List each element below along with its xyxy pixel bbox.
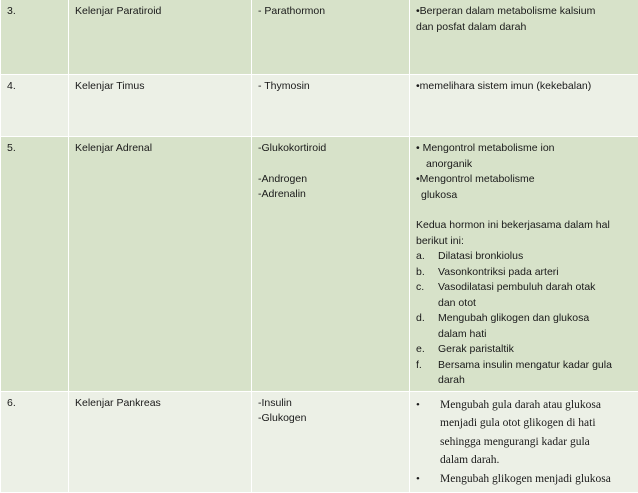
list-text: Vasodilatasi pembuluh darah otak: [438, 280, 632, 296]
list-marker: e.: [416, 342, 438, 358]
list-text: Gerak paristaltik: [438, 342, 632, 358]
function-cell: [410, 391, 638, 492]
bullet-icon: •: [416, 396, 440, 470]
list-text: Bersama insulin mengatur kadar gula: [438, 358, 632, 374]
list-item: [416, 342, 632, 358]
table-row-4: [1, 75, 638, 137]
list-text: dalam hati: [438, 327, 632, 343]
table-row-6: [1, 391, 638, 492]
row-number: 4.: [1, 75, 69, 137]
list-text: darah: [438, 373, 632, 389]
row-number: 6.: [1, 391, 69, 492]
list-marker: d.: [416, 311, 438, 342]
list-item: [416, 249, 632, 265]
list-text: Dilatasi bronkiolus: [438, 249, 632, 265]
gland-name: Kelenjar Pankreas: [69, 391, 252, 492]
bullet-item: [416, 396, 632, 470]
list-marker: a.: [416, 249, 438, 265]
row-number: 3.: [1, 0, 69, 75]
hormone-cell: [252, 75, 410, 137]
list-marker: c.: [416, 280, 438, 311]
hormone-cell: [252, 137, 410, 392]
function-line: •memelihara sistem imun (kekebalan): [416, 79, 632, 95]
table-row-3: [1, 0, 638, 75]
list-item: [416, 358, 632, 389]
hormone-name: - Thymosin: [258, 79, 403, 95]
function-intro: berikut ini:: [416, 234, 632, 250]
function-line: •Berperan dalam metabolisme kalsium: [416, 4, 632, 20]
hormone-name: -Androgen: [258, 172, 403, 188]
hormone-name: -Insulin: [258, 396, 403, 412]
hormone-name: - Parathormon: [258, 4, 403, 20]
list-text: Mengubah glikogen dan glukosa: [438, 311, 632, 327]
list-text: Vasonkontriksi pada arteri: [438, 265, 632, 281]
bullet-text: sehingga mengurangi kadar gula: [440, 433, 632, 452]
list-marker: b.: [416, 265, 438, 281]
function-intro: Kedua hormon ini bekerjasama dalam hal: [416, 218, 632, 234]
row-number: 5.: [1, 137, 69, 392]
hormone-cell: [252, 0, 410, 75]
bullet-icon: •: [416, 470, 440, 489]
function-line: glukosa: [416, 188, 632, 204]
hormone-name: -Adrenalin: [258, 187, 403, 203]
hormone-name: -Glukogen: [258, 411, 403, 427]
list-item: [416, 311, 632, 342]
list-item: [416, 280, 632, 311]
bullet-text: Mengubah glikogen menjadi glukosa: [440, 470, 632, 489]
bullet-text: menjadi gula otot glikogen di hati: [440, 414, 632, 433]
list-text: dan otot: [438, 296, 632, 312]
bullet-text: Mengubah gula darah atau glukosa: [440, 396, 632, 415]
list-marker: f.: [416, 358, 438, 389]
function-line: • Mengontrol metabolisme ion: [416, 141, 632, 157]
hormone-cell: [252, 391, 410, 492]
function-line: •Mengontrol metabolisme: [416, 172, 632, 188]
function-line: dan posfat dalam darah: [416, 20, 632, 36]
hormone-name: -Glukokortiroid: [258, 141, 403, 157]
gland-name: Kelenjar Paratiroid: [69, 0, 252, 75]
list-item: [416, 265, 632, 281]
function-line: anorganik: [416, 157, 632, 173]
gland-name: Kelenjar Timus: [69, 75, 252, 137]
function-cell: [410, 0, 638, 75]
table-row-5: [1, 137, 638, 392]
function-cell: [410, 75, 638, 137]
function-cell: [410, 137, 638, 392]
gland-name: Kelenjar Adrenal: [69, 137, 252, 392]
bullet-text: dalam darah.: [440, 451, 632, 470]
